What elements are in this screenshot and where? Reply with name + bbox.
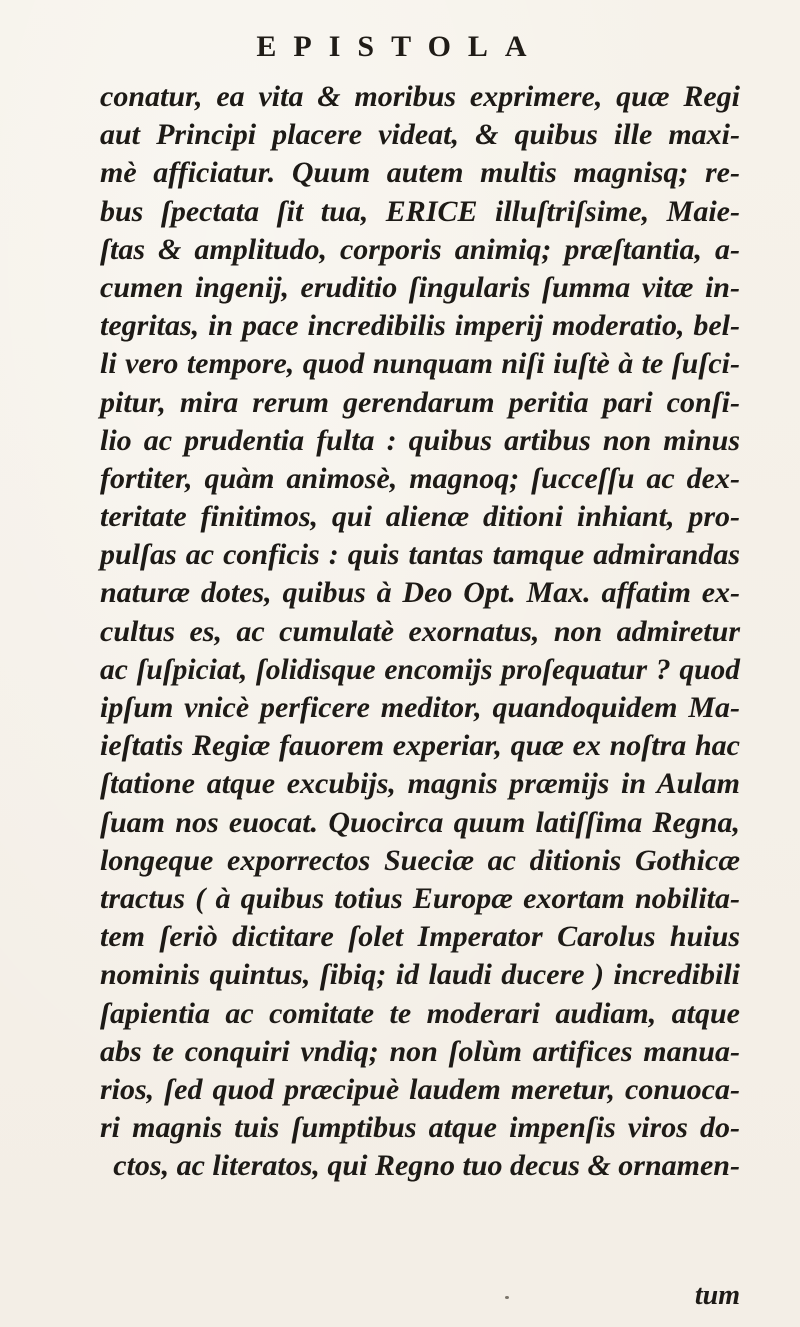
text-line: conatur, ea vita & moribus exprimere, quæ Regi <box>100 80 740 113</box>
text-line: aut Principi placere videat, & quibus ille maxi- <box>100 118 740 152</box>
text-line: mè afficiatur. Quum autem multis magnisq; re- <box>100 156 740 190</box>
text-line: fortiter, quàm animosè, magnoq; ſucceſſu ac dex- <box>100 461 740 495</box>
text-line: ſtas & amplitudo, corporis animiq; præſtantia, a- <box>100 232 740 266</box>
text-line: ri magnis tuis ſumptibus atque impenſis viros do- <box>100 1111 740 1145</box>
text-line: lio ac prudentia fulta : quibus artibus non minus <box>100 423 740 457</box>
text-line: pitur, mira rerum gerendarum peritia pari conſi- <box>100 385 740 419</box>
text-line: cultus es, ac cumulatè exornatus, non admiretur <box>100 614 740 648</box>
text-line: naturæ dotes, quibus à Deo Opt. Max. affatim ex- <box>100 576 740 610</box>
text-line: tegritas, in pace incredibilis imperij moderatio, bel- <box>100 309 740 343</box>
text-line: tem ſeriò dictitare ſolet Imperator Carolus huius <box>100 920 740 954</box>
body-text <box>100 78 740 1185</box>
text-line: ac ſuſpiciat, ſolidisque encomijs proſequatur ? quod <box>100 653 740 686</box>
ink-speck <box>505 1296 509 1299</box>
text-line: ipſum vnicè perficere meditor, quandoquidem Ma- <box>100 691 740 724</box>
text-line: ieſtatis Regiæ fauorem experiar, quæ ex noſtra hac <box>100 729 740 763</box>
catchword: tum <box>694 1280 740 1311</box>
text-line: rios, ſed quod præcipuè laudem meretur, conuoca- <box>100 1072 740 1106</box>
text-line: cumen ingenij, eruditio ſingularis ſumma vitæ in- <box>100 270 740 304</box>
text-line: ſuam nos euocat. Quocirca quum latiſſima Regna, <box>100 805 740 839</box>
text-line: ſapientia ac comitate te moderari audiam, atque <box>100 996 740 1030</box>
text-line: pulſas ac conficis : quis tantas tamque admirandas <box>100 538 740 572</box>
text-line: longeque exporrectos Sueciæ ac ditionis Gothicæ <box>100 843 740 877</box>
text-line: ctos, ac literatos, qui Regno tuo decus & ornamen- <box>113 1149 740 1183</box>
text-line: teritate finitimos, qui alienæ ditioni inhiant, pro- <box>100 500 740 534</box>
text-line: abs te conquiri vndiq; non ſolùm artifices manua- <box>100 1034 740 1068</box>
running-head: EPISTOLA <box>256 30 544 63</box>
text-line: ſtatione atque excubijs, magnis præmijs in Aulam <box>100 767 740 801</box>
text-line: tractus ( à quibus totius Europæ exortam nobilita- <box>100 881 740 915</box>
text-line: bus ſpectata ſit tua, ERICE illuſtriſsime, Maie- <box>100 194 740 228</box>
text-line: nominis quintus, ſibiq; id laudi ducere ) incredibili <box>100 958 740 992</box>
text-line: li vero tempore, quod nunquam niſi iuſtè à te ſuſci- <box>100 347 740 381</box>
